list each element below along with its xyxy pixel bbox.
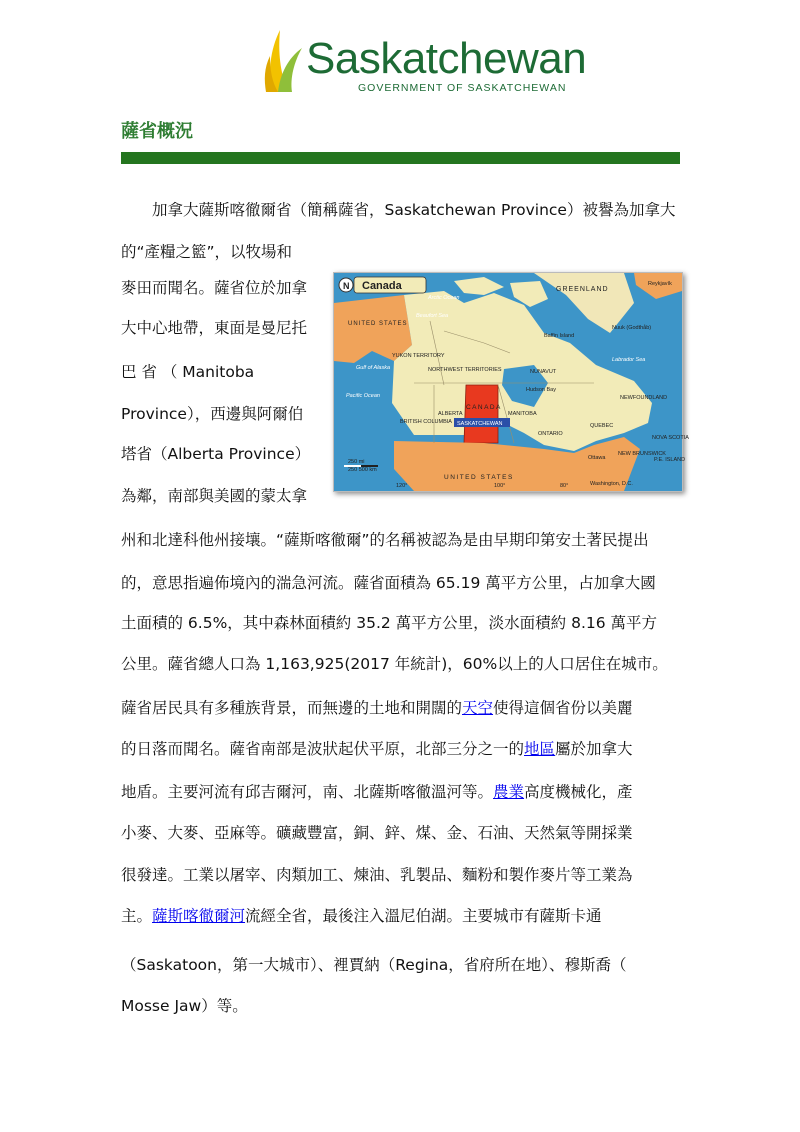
map-label-pei: P.E. ISLAND [654, 457, 686, 463]
paragraph-line [121, 906, 602, 926]
text-span: 薩省居民具有多種族背景，而無邊的土地和開闊的 [121, 699, 463, 717]
map-label-manitoba: MANITOBA [508, 411, 537, 417]
title-divider [121, 152, 680, 164]
link-agriculture[interactable]: 農業 [493, 783, 525, 801]
map-saskatchewan [464, 385, 498, 443]
paragraph-line: 加拿大薩斯喀徹爾省（簡稱薩省，Saskatchewan Province）被譽為加拿大 [152, 201, 676, 219]
text-span: 地盾。主要河流有邱吉爾河，南、北薩斯喀徹溫河等。 [121, 783, 494, 801]
saskatchewan-logo [258, 28, 587, 98]
map-label-greenland: GREENLAND [556, 286, 609, 293]
paragraph-line [121, 782, 633, 802]
map-label-nuuk: Nuuk (Godthåb) [612, 325, 652, 331]
map-scale-mi: 250 mi [348, 459, 365, 465]
map-label-washington: Washington, D.C. [590, 481, 633, 487]
paragraph-line: 的“產糧之籃”，以牧場和 [121, 243, 293, 261]
paragraph-line: Mosse Jaw）等。 [121, 997, 248, 1015]
map-lon-100: 100° [494, 483, 506, 489]
map-label-gulf-alaska: Gulf of Alaska [356, 365, 391, 371]
text-span: 的日落而聞名。薩省南部是波狀起伏平原，北部三分之一的 [121, 740, 525, 758]
paragraph-line: 很發達。工業以屠宰、肉類加工、煉油、乳製品、麵粉和製作麥片等工業為 [121, 866, 633, 884]
paragraph-line [121, 739, 633, 759]
page-title: 薩省概況 [121, 121, 193, 142]
canada-map [333, 272, 689, 492]
map-label-yukon: YUKON TERRITORY [392, 353, 445, 359]
map-label-arctic: Arctic Ocean [428, 295, 460, 301]
map-label-beaufort: Beaufort Sea [416, 313, 449, 319]
map-label-us-bottom: UNITED STATES [444, 474, 514, 481]
paragraph-line: 為鄰，南部與美國的蒙太拿 [121, 487, 308, 505]
paragraph-line: Province），西邊與阿爾伯 [121, 405, 304, 423]
paragraph-line: 公里。薩省總人口為 1,163,925(2017 年統計)，60%以上的人口居住在城市。 [121, 655, 668, 673]
paragraph-line: 塔省（Alberta Province） [121, 445, 311, 463]
paragraph-line: （Saskatoon，第一大城市）、裡賈納（Regina，省府所在地）、穆斯喬（ [121, 956, 627, 974]
map-label-bc: BRITISH COLUMBIA [400, 419, 452, 425]
paragraph-line: 州和北達科他州接壤。“薩斯喀徹爾”的名稱被認為是由早期印第安土著民提出 [121, 531, 649, 549]
map-lon-80: 80° [560, 483, 569, 489]
map-label-saskatchewan: SASKATCHEWAN [457, 421, 503, 427]
map-lon-120: 120° [396, 483, 408, 489]
map-label-northwest: NORTHWEST TERRITORIES [428, 367, 502, 373]
paragraph-line: 大中心地帶，東面是曼尼托 [121, 319, 308, 337]
paragraph-line: 麥田而聞名。薩省位於加拿 [121, 279, 308, 297]
map-label-quebec: QUEBEC [590, 423, 614, 429]
map-label-labrador: Labrador Sea [612, 357, 646, 363]
scale-bar [344, 465, 378, 467]
map-label-new-brunswick: NEW BRUNSWICK [618, 451, 666, 457]
logo-subtitle: GOVERNMENT OF SASKATCHEWAN [358, 82, 567, 94]
logo-wordmark: Saskatchewan [306, 34, 587, 83]
map-label-alberta: ALBERTA [438, 411, 463, 417]
link-region[interactable]: 地區 [524, 740, 556, 758]
text-span: 屬於加拿大 [555, 740, 633, 758]
map-label-pacific: Pacific Ocean [346, 393, 380, 399]
text-span: 使得這個省份以美麗 [493, 699, 633, 717]
paragraph-line: 巴 省 （ Manitoba [121, 363, 255, 381]
map-label-ontario: ONTARIO [538, 431, 563, 437]
map-label-hudson: Hudson Bay [526, 387, 556, 393]
map-label-newfoundland: NEWFOUNDLAND [620, 395, 668, 401]
link-sky[interactable]: 天空 [462, 699, 494, 717]
text-span: 主。 [121, 907, 153, 925]
map-label-reykjavik: Reykjavík [648, 281, 672, 287]
text-span: 流經全省，最後注入溫尼伯湖。主要城市有薩斯卡通 [245, 907, 602, 925]
map-label-ottawa: Ottawa [588, 455, 606, 461]
paragraph-line: 的，意思指遍佈境內的湍急河流。薩省面積為 65.19 萬平方公里，占加拿大國 [121, 574, 656, 592]
map-label-us-top: UNITED STATES [348, 321, 408, 327]
link-saskatchewan-river[interactable]: 薩斯喀徹爾河 [152, 907, 246, 925]
paragraph-line [121, 698, 633, 718]
map-label-nunavut: NUNAVUT [530, 369, 557, 375]
text-span: 高度機械化，產 [524, 783, 633, 801]
map-label-canada: C A N A D A [466, 404, 501, 411]
svg-text:N: N [343, 281, 350, 291]
paragraph-line: 土面積的 6.5%，其中森林面積約 35.2 萬平方公里，淡水面積約 8.16 萬平方 [121, 614, 658, 632]
paragraph-line: 小麥、大麥、亞麻等。礦藏豐富，銅、鋅、煤、金、石油、天然氣等開採業 [121, 824, 633, 842]
map-scale-km: 250 500 km [348, 467, 377, 473]
map-label-baffin: Baffin Island [544, 333, 575, 339]
map-heading: Canada [362, 280, 402, 292]
wheat-leaf-icon [258, 28, 306, 94]
map-label-nova-scotia: NOVA SCOTIA [652, 435, 689, 441]
